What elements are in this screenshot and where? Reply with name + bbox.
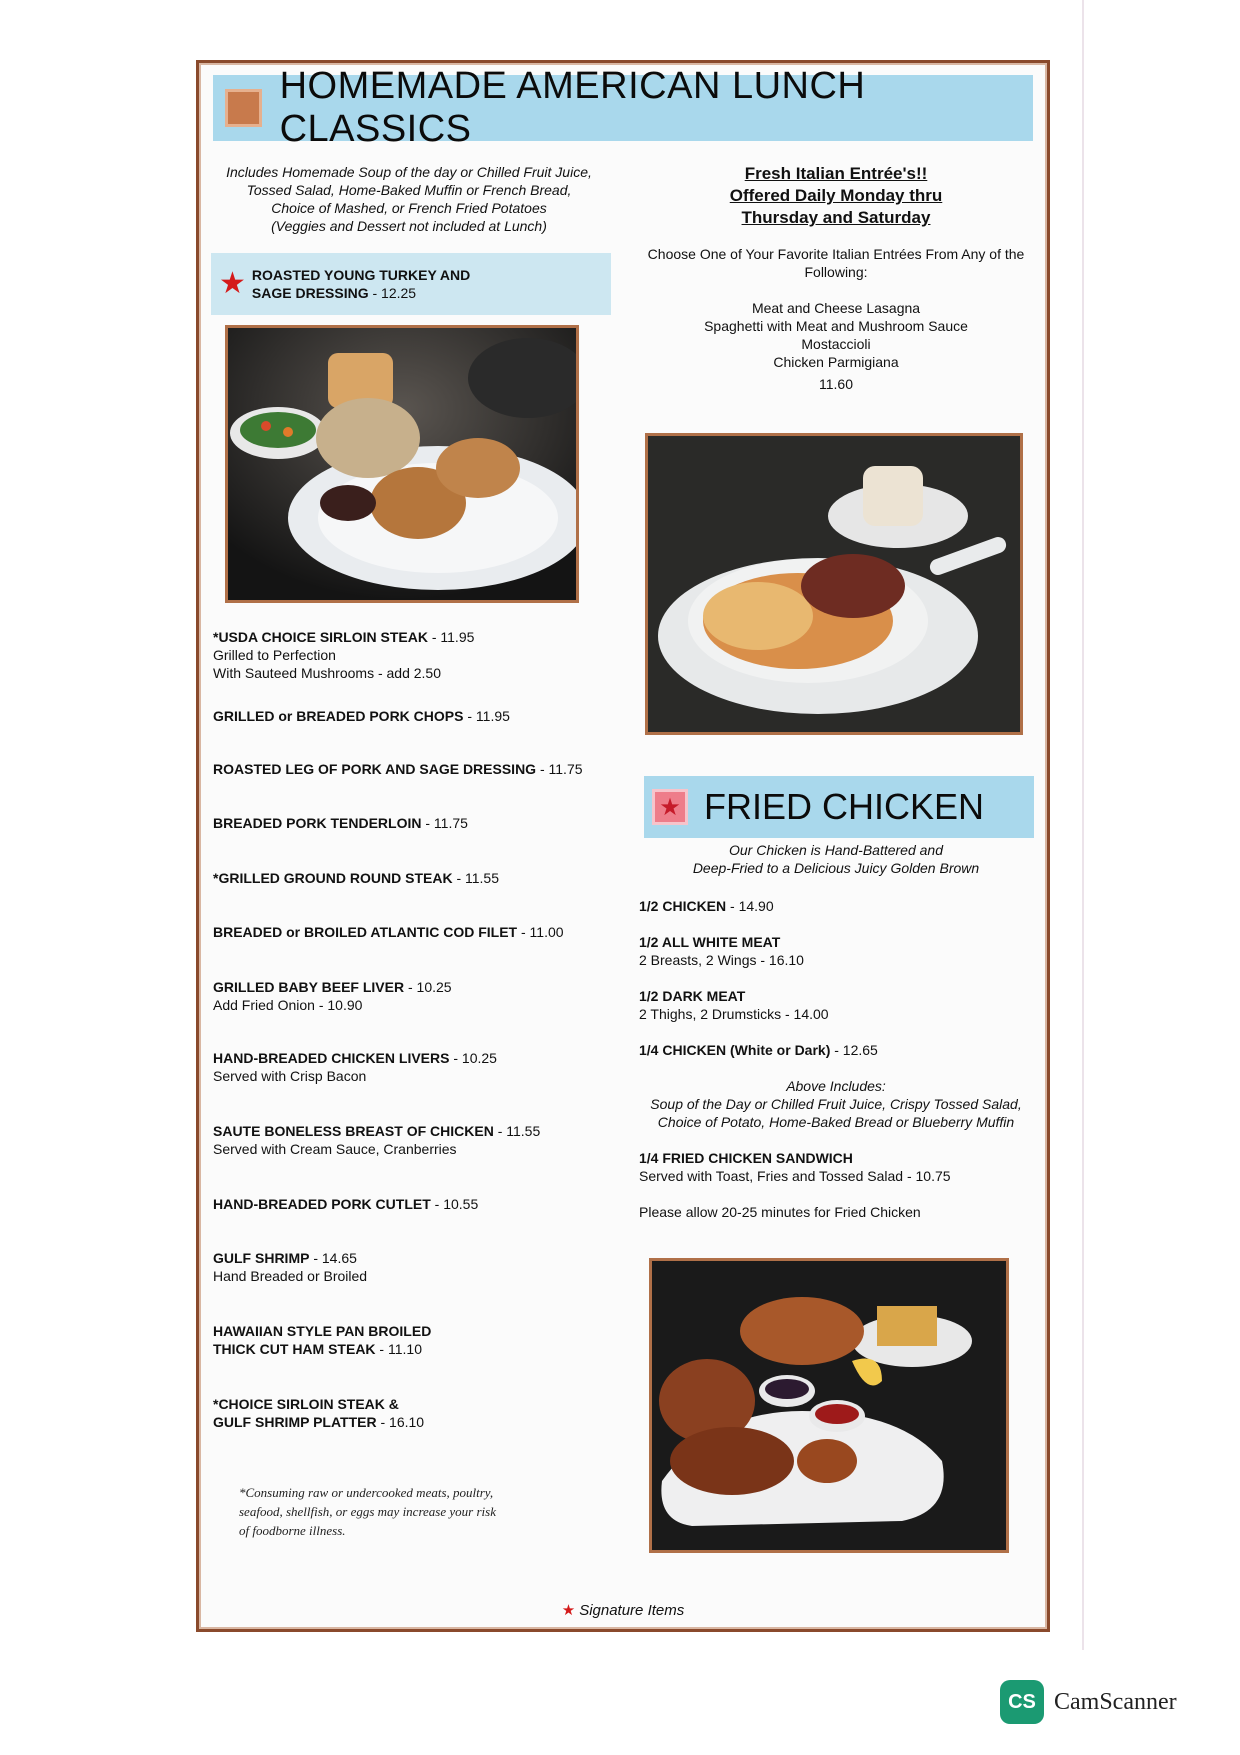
item-name: ROASTED LEG OF PORK AND SAGE DRESSING bbox=[213, 761, 537, 777]
signature-item-name: SAGE DRESSING bbox=[251, 285, 369, 301]
menu-item bbox=[213, 869, 613, 887]
item-name: 1/4 CHICKEN (White or Dark) bbox=[639, 1042, 831, 1058]
menu-item bbox=[213, 1395, 613, 1431]
item-price: - 11.75 bbox=[421, 815, 468, 831]
star-icon: ★ bbox=[219, 267, 246, 300]
item-name: GULF SHRIMP bbox=[213, 1250, 310, 1266]
item-name: THICK CUT HAM STEAK bbox=[213, 1341, 376, 1357]
italian-description: Choose One of Your Favorite Italian Entrées From Any of the bbox=[647, 246, 1025, 262]
menu-item bbox=[639, 933, 1039, 969]
menu-item bbox=[213, 1122, 613, 1158]
camscanner-logo-icon: CS bbox=[1000, 1680, 1044, 1724]
item-name: 1/2 ALL WHITE MEAT bbox=[639, 934, 781, 950]
item-price: - 16.10 bbox=[376, 1414, 425, 1430]
signature-item-name: ROASTED YOUNG TURKEY AND bbox=[251, 267, 471, 283]
italian-item: Spaghetti with Meat and Mushroom Sauce bbox=[704, 318, 968, 334]
menu-item bbox=[213, 1322, 613, 1358]
menu-item bbox=[639, 1149, 1039, 1185]
signature-item-banner bbox=[211, 253, 611, 315]
disclaimer-line: seafood, shellfish, or eggs may increase your risk bbox=[239, 1504, 496, 1519]
item-name: HAWAIIAN STYLE PAN BROILED bbox=[213, 1323, 432, 1339]
item-price: - 10.25 bbox=[404, 979, 452, 995]
includes-line: Above Includes: bbox=[786, 1078, 886, 1094]
item-name: GULF SHRIMP PLATTER bbox=[213, 1414, 377, 1430]
italian-title: Offered Daily Monday thru bbox=[729, 186, 943, 205]
item-name: HAND-BREADED PORK CUTLET bbox=[213, 1196, 431, 1212]
item-price: - 11.55 bbox=[452, 870, 499, 886]
italian-entree-photo bbox=[645, 433, 1023, 735]
menu-item bbox=[639, 897, 1039, 915]
italian-entrees-section bbox=[631, 163, 1041, 393]
italian-price: 11.60 bbox=[819, 376, 853, 392]
item-name: SAUTE BONELESS BREAST OF CHICKEN bbox=[213, 1123, 494, 1139]
item-price: - 11.95 bbox=[463, 708, 510, 724]
legend-label: Signature Items bbox=[579, 1602, 685, 1619]
camscanner-name: CamScanner bbox=[1054, 1688, 1177, 1715]
signature-item-text bbox=[252, 266, 470, 302]
includes-line: Choice of Potato, Home-Baked Bread or Blueberry Muffin bbox=[657, 1114, 1015, 1130]
camscanner-watermark bbox=[1000, 1680, 1177, 1724]
item-price: - 14.90 bbox=[726, 898, 774, 914]
fried-chicken-title: FRIED CHICKEN bbox=[704, 786, 985, 827]
item-price: - 12.65 bbox=[830, 1042, 878, 1058]
item-description: Served with Cream Sauce, Cranberries bbox=[213, 1141, 457, 1157]
includes-line: Soup of the Day or Chilled Fruit Juice, Crispy Tossed Salad, bbox=[650, 1096, 1022, 1112]
italian-title: Thursday and Saturday bbox=[741, 208, 931, 227]
pasta-plate-illustration bbox=[648, 436, 1020, 732]
item-name: *CHOICE SIRLOIN STEAK & bbox=[213, 1396, 399, 1412]
italian-title: Fresh Italian Entrée's!! bbox=[744, 164, 928, 183]
item-price: - 11.55 bbox=[493, 1123, 541, 1139]
item-name: GRILLED or BREADED PORK CHOPS bbox=[213, 708, 464, 724]
menu-item bbox=[213, 760, 613, 778]
item-price: - 11.95 bbox=[427, 629, 475, 645]
intro-line: Includes Homemade Soup of the day or Chilled Fruit Juice, bbox=[226, 164, 592, 180]
intro-line: (Veggies and Dessert not included at Lunch) bbox=[271, 218, 547, 234]
signature-items-legend bbox=[199, 1601, 1047, 1619]
turkey-dinner-photo bbox=[225, 325, 579, 603]
fried-chicken-desc-line: Deep-Fried to a Delicious Juicy Golden Brown bbox=[692, 860, 980, 876]
item-price: - 10.25 bbox=[449, 1050, 497, 1066]
menu-item bbox=[639, 987, 1039, 1023]
menu-item bbox=[213, 923, 613, 941]
menu-item bbox=[639, 1041, 1039, 1059]
item-name: *GRILLED GROUND ROUND STEAK bbox=[213, 870, 453, 886]
lunch-includes-note bbox=[219, 163, 599, 235]
menu-item bbox=[213, 814, 613, 832]
item-description: Grilled to Perfection bbox=[213, 647, 336, 663]
food-safety-disclaimer bbox=[239, 1483, 559, 1540]
item-description: Add Fried Onion - 10.90 bbox=[213, 997, 363, 1013]
fried-chicken-wait-note: Please allow 20-25 minutes for Fried Chicken bbox=[639, 1204, 921, 1220]
fried-chicken-banner bbox=[644, 776, 1034, 838]
item-name: BREADED PORK TENDERLOIN bbox=[213, 815, 422, 831]
menu-title: HOMEMADE AMERICAN LUNCH CLASSICS bbox=[279, 65, 866, 150]
italian-item: Meat and Cheese Lasagna bbox=[751, 300, 921, 316]
item-price: - 10.55 bbox=[430, 1196, 479, 1212]
intro-line: Tossed Salad, Home-Baked Muffin or French Bread, bbox=[246, 182, 572, 198]
item-description: Served with Toast, Fries and Tossed Salad - 10.75 bbox=[639, 1168, 951, 1184]
item-name: 1/2 CHICKEN bbox=[639, 898, 727, 914]
italian-item: Mostaccioli bbox=[801, 336, 871, 352]
item-name: GRILLED BABY BEEF LIVER bbox=[213, 979, 405, 995]
menu-header-banner bbox=[213, 65, 1033, 150]
item-name: HAND-BREADED CHICKEN LIVERS bbox=[213, 1050, 450, 1066]
item-description: Served with Crisp Bacon bbox=[213, 1068, 367, 1084]
intro-line: Choice of Mashed, or French Fried Potatoes bbox=[271, 200, 547, 216]
menu-page bbox=[196, 60, 1050, 1632]
item-price: - 11.10 bbox=[375, 1341, 422, 1357]
disclaimer-line: of foodborne illness. bbox=[239, 1523, 346, 1538]
item-price: - 11.75 bbox=[536, 761, 583, 777]
star-icon: ★ bbox=[561, 1602, 576, 1619]
item-description: 2 Breasts, 2 Wings - 16.10 bbox=[639, 952, 804, 968]
item-name: 1/2 DARK MEAT bbox=[639, 988, 746, 1004]
item-description: 2 Thighs, 2 Drumsticks - 14.00 bbox=[639, 1006, 829, 1022]
menu-item bbox=[213, 628, 613, 682]
item-price: - 14.65 bbox=[309, 1250, 357, 1266]
star-square-icon: ★ bbox=[652, 789, 688, 825]
item-name: 1/4 FRIED CHICKEN SANDWICH bbox=[639, 1150, 853, 1166]
fried-chicken-plate-illustration bbox=[652, 1261, 1006, 1550]
turkey-plate-illustration bbox=[228, 328, 576, 600]
page-edge bbox=[1082, 0, 1084, 1650]
disclaimer-line: *Consuming raw or undercooked meats, poultry, bbox=[239, 1485, 494, 1500]
item-description: Hand Breaded or Broiled bbox=[213, 1268, 368, 1284]
fried-chicken-description bbox=[631, 841, 1041, 877]
item-name: BREADED or BROILED ATLANTIC COD FILET bbox=[213, 924, 518, 940]
menu-item bbox=[213, 707, 613, 725]
italian-description: Following: bbox=[804, 264, 868, 280]
italian-item: Chicken Parmigiana bbox=[773, 354, 899, 370]
menu-item bbox=[213, 978, 613, 1014]
item-price: - 11.00 bbox=[517, 924, 564, 940]
signature-item-price: - 12.25 bbox=[368, 285, 417, 301]
menu-item bbox=[213, 1195, 613, 1213]
square-bullet-icon bbox=[225, 89, 262, 127]
fried-chicken-photo bbox=[649, 1258, 1009, 1553]
menu-item bbox=[213, 1249, 613, 1285]
fried-chicken-desc-line: Our Chicken is Hand-Battered and bbox=[729, 842, 943, 858]
item-name: *USDA CHOICE SIRLOIN STEAK bbox=[213, 629, 428, 645]
menu-item bbox=[213, 1049, 613, 1085]
above-includes-note bbox=[631, 1077, 1041, 1131]
item-description: With Sauteed Mushrooms - add 2.50 bbox=[213, 665, 442, 681]
